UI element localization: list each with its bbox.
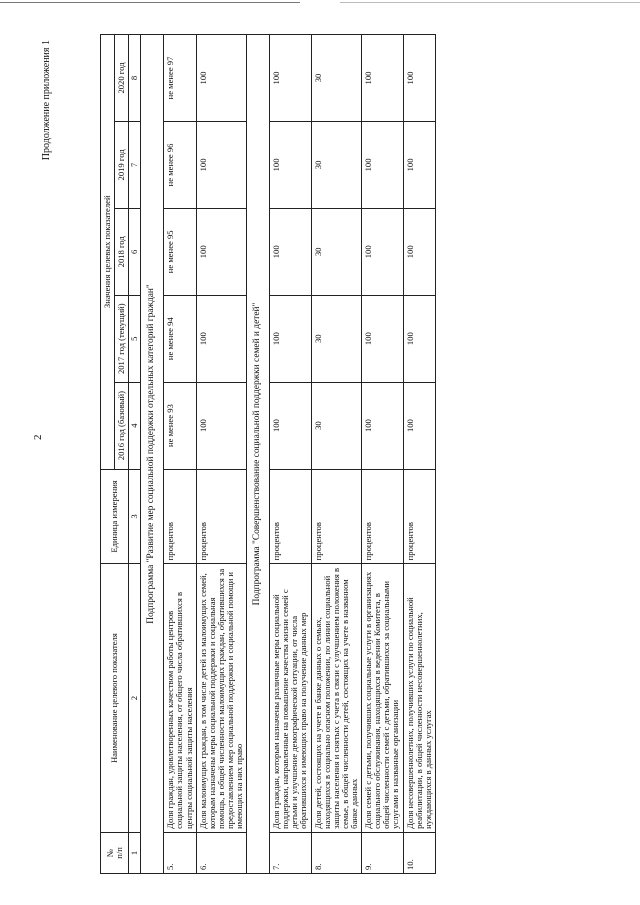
section-title: Подпрограмма "Развитие мер социальной поддержки отдельных категорий граждан" xyxy=(141,35,164,874)
page-number: 2 xyxy=(32,434,44,440)
row-num: 5. xyxy=(164,832,196,873)
row-value: 30 xyxy=(311,121,362,208)
row-unit: процентов xyxy=(196,469,247,564)
row-num: 10. xyxy=(403,832,435,873)
row-num: 8. xyxy=(311,832,362,873)
table-row xyxy=(311,35,362,874)
column-index: 8 xyxy=(129,35,141,122)
row-value: не менее 97 xyxy=(164,35,196,122)
row-value: 100 xyxy=(270,208,311,295)
rotated-sheet xyxy=(41,34,610,874)
row-unit: процентов xyxy=(270,469,311,564)
row-value: 100 xyxy=(270,121,311,208)
row-value: 100 xyxy=(362,35,403,122)
row-value: не менее 94 xyxy=(164,295,196,382)
row-value: 100 xyxy=(196,35,247,122)
row-value: 30 xyxy=(311,382,362,469)
header-year: 2016 год (базовый) xyxy=(115,382,129,469)
row-value: 30 xyxy=(311,35,362,122)
column-index: 7 xyxy=(129,121,141,208)
table-row xyxy=(164,35,196,874)
column-index: 2 xyxy=(129,564,141,833)
row-unit: процентов xyxy=(362,469,403,564)
row-value: 30 xyxy=(311,208,362,295)
row-value: 100 xyxy=(362,208,403,295)
row-value: 100 xyxy=(196,208,247,295)
table-row xyxy=(403,35,435,874)
row-value: 100 xyxy=(403,35,435,122)
row-unit: процентов xyxy=(403,469,435,564)
header-year: 2019 год xyxy=(115,121,129,208)
row-value: 100 xyxy=(196,295,247,382)
row-name: Доля граждан, которым назначены различные меры социальной поддержки, направленные на повышение качества жизни семей с детьми и улучшение демографической ситуации, от числа обратившихся и имеющих право на получение данных мер xyxy=(270,564,311,833)
table-row xyxy=(196,35,247,874)
row-value: не менее 95 xyxy=(164,208,196,295)
header-year: 2020 год xyxy=(115,35,129,122)
row-name: Доля детей, состоящих на учете в банке данных о семьях, находящихся в социально опасном положении, по линии социальной защиты населения и снятых с учета в связи с улучшением положения в семье, в общей численности детей, состоящих на учете в названном банке данных xyxy=(311,564,362,833)
row-num: 9. xyxy=(362,832,403,873)
header-values-group: Значения целевых показателей xyxy=(101,35,115,470)
top-edge-line xyxy=(0,0,640,6)
row-value: 100 xyxy=(403,382,435,469)
row-value: 100 xyxy=(403,295,435,382)
column-index: 4 xyxy=(129,382,141,469)
header-name: Наименование целевого показателя xyxy=(101,564,129,833)
row-name: Доля малоимущих граждан, в том числе детей из малоимущих семей, которым назначены меры социальной поддержки и социальная помощь, в общей численности малоимущих граждан, обратившихся за предоставлением мер социальной поддержки и социальной помощи и имеющих на них право xyxy=(196,564,247,833)
row-value: 100 xyxy=(362,382,403,469)
row-value: не менее 93 xyxy=(164,382,196,469)
header-year: 2017 год (текущий) xyxy=(115,295,129,382)
row-value: 100 xyxy=(403,208,435,295)
table-row xyxy=(270,35,311,874)
row-name: Доля несовершеннолетних, получивших услуги по социальной реабилитации, в общей численности несовершеннолетних, нуждающихся в данных услугах xyxy=(403,564,435,833)
column-index: 6 xyxy=(129,208,141,295)
table-row xyxy=(362,35,403,874)
row-unit: процентов xyxy=(164,469,196,564)
header-year: 2018 год xyxy=(115,208,129,295)
row-value: 100 xyxy=(196,382,247,469)
row-unit: процентов xyxy=(311,469,362,564)
row-value: 30 xyxy=(311,295,362,382)
column-index: 5 xyxy=(129,295,141,382)
section-title: Подпрограмма "Совершенствование социальной поддержки семей и детей" xyxy=(247,35,270,874)
header-num: № п/п xyxy=(101,832,129,873)
continuation-note: Продолжение приложения 1 xyxy=(41,40,52,161)
row-value: не менее 96 xyxy=(164,121,196,208)
row-num: 7. xyxy=(270,832,311,873)
row-name: Доля граждан, удовлетворенных качеством работы центров социальной защиты населения, от общего числа обратившихся в центры социальной защиты населения xyxy=(164,564,196,833)
row-value: 100 xyxy=(270,295,311,382)
row-value: 100 xyxy=(270,382,311,469)
row-value: 100 xyxy=(403,121,435,208)
row-value: 100 xyxy=(362,295,403,382)
column-index: 1 xyxy=(129,832,141,873)
header-unit: Единица измерения xyxy=(101,469,129,564)
row-value: 100 xyxy=(196,121,247,208)
row-num: 6. xyxy=(196,832,247,873)
column-index: 3 xyxy=(129,469,141,564)
indicators-table xyxy=(100,34,436,874)
row-value: 100 xyxy=(362,121,403,208)
row-value: 100 xyxy=(270,35,311,122)
row-name: Доля семей с детьми, получивших социальные услуги в организациях социального обслуживания, находящихся в ведении Комитета, в общей численности семей с детьми, обратившихся за социальными услугами в названные организации xyxy=(362,564,403,833)
